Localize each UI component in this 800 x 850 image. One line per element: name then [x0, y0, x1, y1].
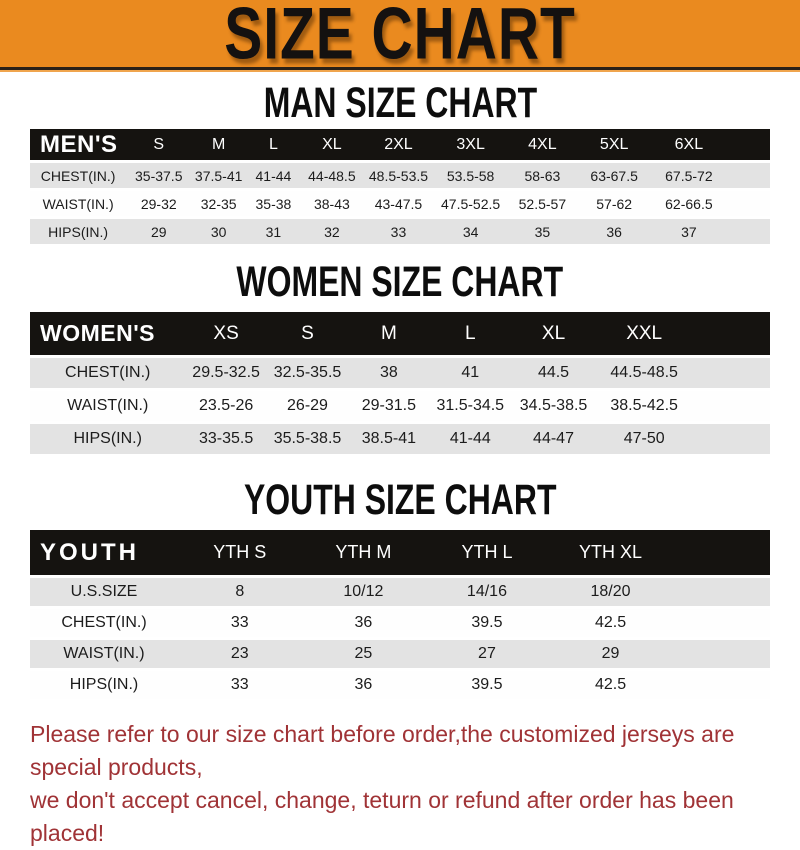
table-title-cell: WOMEN'S [30, 312, 185, 355]
column-header: XL [511, 312, 596, 355]
size-cell: 14/16 [425, 578, 549, 606]
size-cell: 33 [363, 219, 434, 244]
row-label: CHEST(IN.) [30, 163, 126, 188]
youth-heading-text: YOUTH SIZE CHART [243, 476, 557, 524]
row-label: U.S.SIZE [30, 578, 178, 606]
table-header-row [30, 129, 770, 160]
column-header: 4XL [507, 129, 577, 160]
size-cell: 27 [425, 640, 549, 668]
size-cell: 38 [348, 358, 429, 388]
table-title-cell: YOUTH [30, 530, 178, 575]
size-cell: 33 [178, 609, 302, 637]
table-row [30, 391, 770, 421]
table-row [30, 191, 770, 216]
size-cell: 30 [191, 219, 246, 244]
row-label: CHEST(IN.) [30, 358, 185, 388]
row-label: WAIST(IN.) [30, 391, 185, 421]
size-cell: 29-31.5 [348, 391, 429, 421]
size-cell: 37 [651, 219, 727, 244]
size-cell: 32.5-35.5 [267, 358, 348, 388]
size-chart-banner [0, 0, 800, 75]
size-chart-title: SIZE CHART [224, 0, 576, 75]
size-cell: 10/12 [302, 578, 426, 606]
column-header: 2XL [363, 129, 434, 160]
size-cell: 41-44 [246, 163, 301, 188]
womens-heading-text: WOMEN SIZE CHART [236, 258, 564, 306]
footer-line-1: Please refer to our size chart before order,the customized jerseys are special products, [30, 721, 735, 780]
size-cell: 52.5-57 [507, 191, 577, 216]
size-cell: 32-35 [191, 191, 246, 216]
row-label: HIPS(IN.) [30, 424, 185, 454]
header-pad [727, 129, 770, 160]
size-cell: 63-67.5 [578, 163, 651, 188]
size-cell: 25 [302, 640, 426, 668]
mens-table [30, 126, 770, 247]
size-cell: 41-44 [430, 424, 511, 454]
column-header: XL [301, 129, 363, 160]
row-pad [692, 424, 770, 454]
column-header: M [348, 312, 429, 355]
womens-size-chart-section [0, 247, 800, 457]
table-row [30, 424, 770, 454]
size-cell: 38-43 [301, 191, 363, 216]
table-row [30, 609, 770, 637]
size-cell: 44.5 [511, 358, 596, 388]
table-title-cell: MEN'S [30, 129, 126, 160]
mens-heading-text: MAN SIZE CHART [263, 79, 537, 127]
column-header: 3XL [434, 129, 507, 160]
size-cell: 67.5-72 [651, 163, 727, 188]
size-cell: 35.5-38.5 [267, 424, 348, 454]
column-header: 5XL [578, 129, 651, 160]
column-header: L [246, 129, 301, 160]
size-cell: 29.5-32.5 [185, 358, 266, 388]
size-cell: 35-37.5 [126, 163, 191, 188]
size-cell: 57-62 [578, 191, 651, 216]
row-pad [692, 391, 770, 421]
column-header: YTH XL [549, 530, 673, 575]
mens-size-chart-section [0, 72, 800, 247]
row-pad [672, 609, 770, 637]
footer-line-2: we don't accept cancel, change, teturn or refund after order has been placed! [30, 787, 734, 846]
row-pad [692, 358, 770, 388]
column-header: YTH L [425, 530, 549, 575]
header-pad [692, 312, 770, 355]
row-label: HIPS(IN.) [30, 219, 126, 244]
size-cell: 33-35.5 [185, 424, 266, 454]
size-cell: 58-63 [507, 163, 577, 188]
row-pad [727, 163, 770, 188]
row-label: HIPS(IN.) [30, 671, 178, 699]
size-cell: 44.5-48.5 [596, 358, 692, 388]
column-header: 6XL [651, 129, 727, 160]
size-cell: 33 [178, 671, 302, 699]
size-cell: 34.5-38.5 [511, 391, 596, 421]
size-cell: 38.5-42.5 [596, 391, 692, 421]
column-header: YTH M [302, 530, 426, 575]
size-cell: 29 [549, 640, 673, 668]
youth-heading [0, 457, 800, 527]
size-cell: 36 [302, 609, 426, 637]
table-row [30, 671, 770, 699]
row-label: CHEST(IN.) [30, 609, 178, 637]
row-label: WAIST(IN.) [30, 640, 178, 668]
size-cell: 41 [430, 358, 511, 388]
mens-heading [0, 72, 800, 126]
table-row [30, 640, 770, 668]
row-pad [672, 578, 770, 606]
table-row [30, 163, 770, 188]
size-cell: 32 [301, 219, 363, 244]
column-header: L [430, 312, 511, 355]
size-cell: 39.5 [425, 671, 549, 699]
column-header: XS [185, 312, 266, 355]
size-cell: 34 [434, 219, 507, 244]
size-cell: 47.5-52.5 [434, 191, 507, 216]
size-cell: 38.5-41 [348, 424, 429, 454]
size-cell: 23.5-26 [185, 391, 266, 421]
column-header: YTH S [178, 530, 302, 575]
row-pad [727, 191, 770, 216]
size-cell: 29-32 [126, 191, 191, 216]
size-cell: 43-47.5 [363, 191, 434, 216]
size-cell: 26-29 [267, 391, 348, 421]
row-label: WAIST(IN.) [30, 191, 126, 216]
size-cell: 36 [578, 219, 651, 244]
size-cell: 35 [507, 219, 577, 244]
row-pad [727, 219, 770, 244]
size-cell: 62-66.5 [651, 191, 727, 216]
column-header: XXL [596, 312, 692, 355]
size-cell: 39.5 [425, 609, 549, 637]
womens-heading [0, 247, 800, 309]
table-row [30, 358, 770, 388]
table-header-row [30, 530, 770, 575]
size-cell: 35-38 [246, 191, 301, 216]
womens-table [30, 309, 770, 457]
size-cell: 48.5-53.5 [363, 163, 434, 188]
column-header: S [267, 312, 348, 355]
table-row [30, 578, 770, 606]
row-pad [672, 671, 770, 699]
size-cell: 53.5-58 [434, 163, 507, 188]
column-header: M [191, 129, 246, 160]
size-cell: 37.5-41 [191, 163, 246, 188]
row-pad [672, 640, 770, 668]
size-cell: 42.5 [549, 609, 673, 637]
footer-note [30, 718, 800, 850]
size-cell: 29 [126, 219, 191, 244]
size-cell: 31.5-34.5 [430, 391, 511, 421]
size-cell: 18/20 [549, 578, 673, 606]
size-chart-sections [0, 72, 800, 702]
size-cell: 8 [178, 578, 302, 606]
size-cell: 47-50 [596, 424, 692, 454]
size-cell: 44-47 [511, 424, 596, 454]
header-pad [672, 530, 770, 575]
size-cell: 44-48.5 [301, 163, 363, 188]
youth-size-chart-section [0, 457, 800, 702]
size-cell: 42.5 [549, 671, 673, 699]
size-cell: 31 [246, 219, 301, 244]
size-cell: 36 [302, 671, 426, 699]
size-cell: 23 [178, 640, 302, 668]
youth-table [30, 527, 770, 702]
column-header: S [126, 129, 191, 160]
table-header-row [30, 312, 770, 355]
table-row [30, 219, 770, 244]
